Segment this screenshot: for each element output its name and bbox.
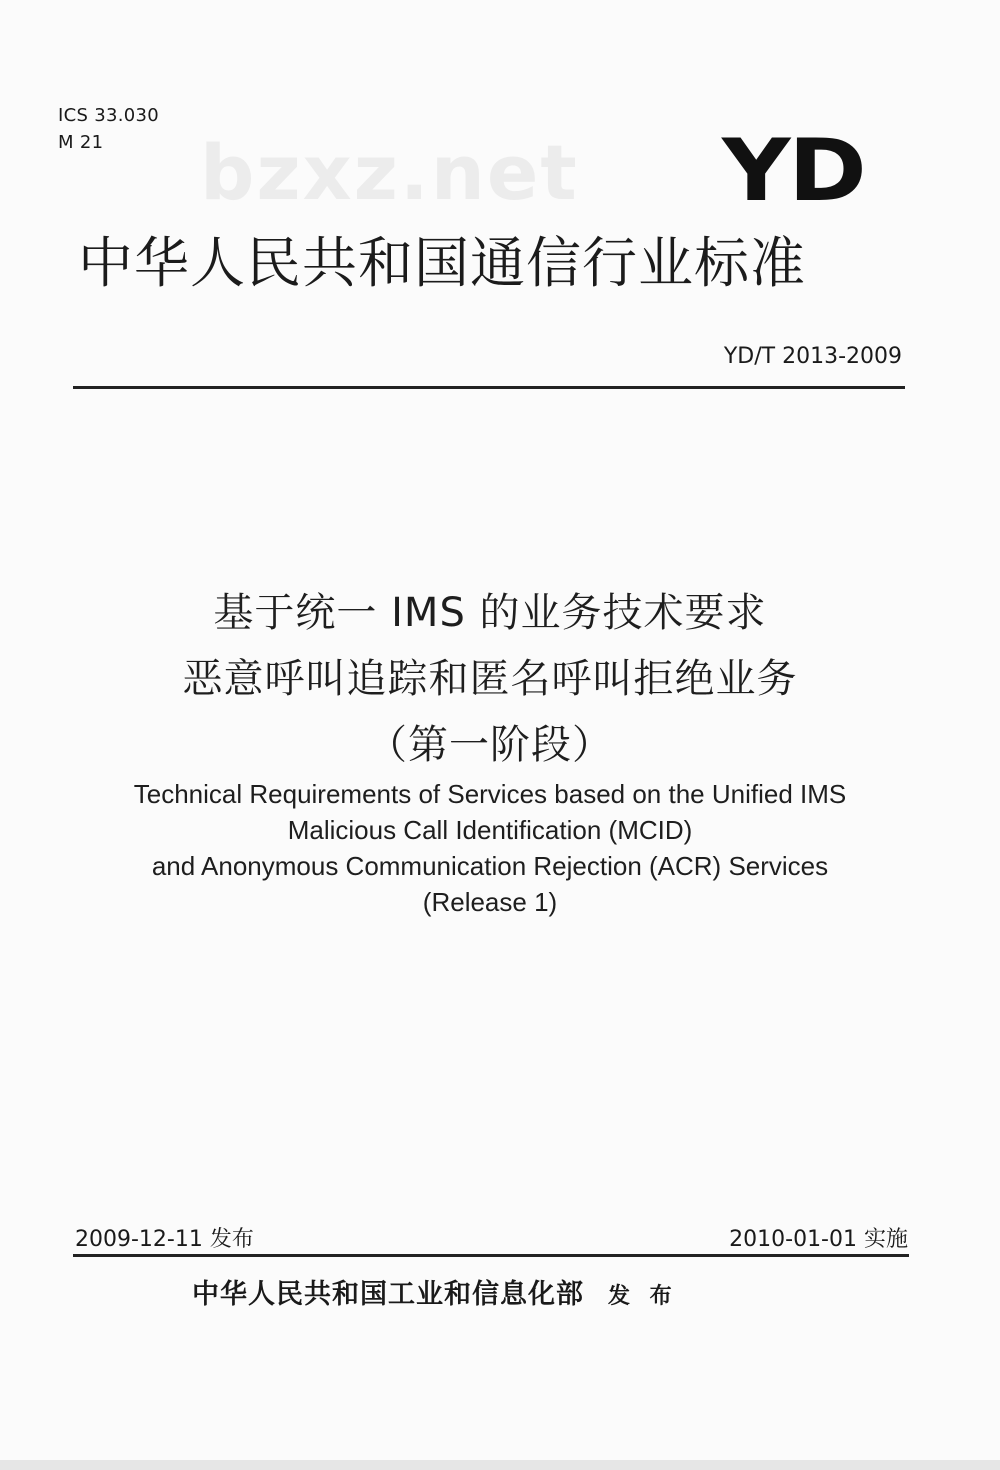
footer-divider	[73, 1254, 909, 1257]
english-title-line-4: (Release 1)	[422, 887, 558, 917]
chinese-title-line-1: 基于统一 IMS 的业务技术要求	[213, 590, 767, 636]
english-title-line-1: Technical Requirements of Services based on the Unified IMS	[133, 779, 847, 809]
chinese-title-line-2: 恶意呼叫追踪和匿名呼叫拒绝业务	[182, 656, 798, 702]
chinese-title-line-3: （第一阶段）	[367, 722, 613, 768]
publisher-action: 发 布	[608, 1284, 678, 1309]
classification-codes	[58, 102, 159, 156]
effective-date: 2010-01-01 实施	[729, 1227, 908, 1252]
watermark: bzxz.net	[200, 128, 579, 217]
publisher-line	[192, 1272, 678, 1311]
english-title-line-3: and Anonymous Communication Rejection (ACR) Services	[151, 851, 829, 881]
english-title-line-2: Malicious Call Identification (MCID)	[287, 815, 693, 845]
standard-number: YD/T 2013-2009	[723, 344, 902, 369]
scan-edge	[0, 1460, 1000, 1470]
chinese-title	[0, 580, 980, 778]
english-title	[0, 776, 980, 920]
issue-date: 2009-12-11 发布	[75, 1227, 254, 1252]
header-divider	[73, 386, 905, 389]
yd-logo: YD	[722, 121, 865, 221]
ics-code: ICS 33.030	[58, 105, 160, 126]
publisher-name: 中华人民共和国工业和信息化部	[192, 1279, 584, 1310]
ccs-code: M 21	[58, 132, 104, 153]
standard-category-title: 中华人民共和国通信行业标准	[78, 231, 807, 295]
